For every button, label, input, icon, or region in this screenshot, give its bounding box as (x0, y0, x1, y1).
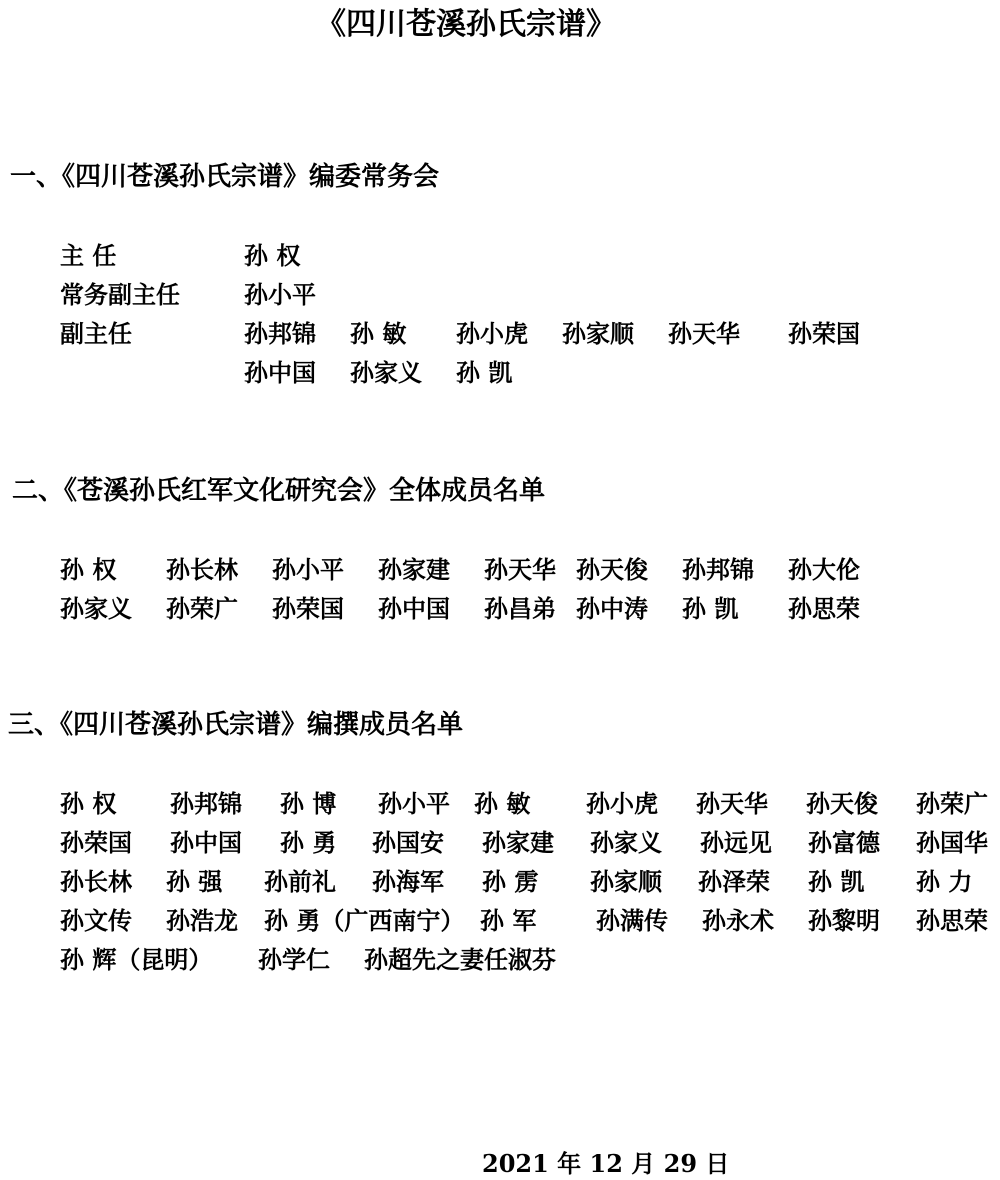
editor-name: 孙家建 (482, 828, 554, 857)
deputy-name: 孙邦锦 (244, 319, 316, 348)
editor-name: 孙小平 (378, 789, 450, 818)
member-name: 孙昌弟 (484, 594, 556, 623)
editor-name: 孙文传 (60, 906, 132, 935)
deputy-name: 孙荣国 (788, 319, 860, 348)
member-name: 孙中涛 (576, 594, 648, 623)
editor-name: 孙国华 (916, 828, 988, 857)
editor-name: 孙天俊 (806, 789, 878, 818)
role-label-executive-deputy: 常务副主任 (60, 280, 180, 309)
editor-name: 孙家义 (590, 828, 662, 857)
editor-name: 孙 强 (166, 867, 223, 896)
editor-name: 孙 权 (60, 789, 117, 818)
editor-name: 孙中国 (170, 828, 242, 857)
deputy-name: 孙家义 (350, 358, 422, 387)
section3-heading: 三、《四川苍溪孙氏宗谱》编撰成员名单 (8, 710, 464, 740)
section2-heading: 二、《苍溪孙氏红军文化研究会》全体成员名单 (12, 476, 546, 506)
editor-name: 孙 辉（昆明） (60, 945, 213, 974)
editor-name: 孙海军 (372, 867, 444, 896)
deputy-name: 孙天华 (668, 319, 740, 348)
editor-name: 孙前礼 (264, 867, 336, 896)
editor-name: 孙富德 (808, 828, 880, 857)
member-name: 孙家建 (378, 555, 450, 584)
editor-name: 孙学仁 (258, 945, 330, 974)
member-name: 孙天俊 (576, 555, 648, 584)
editor-name: 孙 勇 (280, 828, 337, 857)
deputy-name: 孙 凯 (456, 358, 513, 387)
editor-name: 孙泽荣 (698, 867, 770, 896)
editor-name: 孙邦锦 (170, 789, 242, 818)
member-name: 孙家义 (60, 594, 132, 623)
editor-name: 孙 力 (916, 867, 973, 896)
editor-name: 孙 凯 (808, 867, 865, 896)
deputy-name: 孙 敏 (350, 319, 407, 348)
editor-name: 孙 军 (480, 906, 537, 935)
editor-name: 孙 勇（广西南宁） (264, 906, 465, 935)
editor-name: 孙 雳 (482, 867, 539, 896)
editor-name: 孙永术 (702, 906, 774, 935)
director-name: 孙 权 (244, 241, 301, 270)
editor-name: 孙 敏 (474, 789, 531, 818)
editor-name: 孙黎明 (808, 906, 880, 935)
document-title: 《四川苍溪孙氏宗谱》 (316, 7, 616, 42)
section1-heading: 一、《四川苍溪孙氏宗谱》编委常务会 (10, 162, 440, 192)
editor-name: 孙浩龙 (166, 906, 238, 935)
editor-name: 孙天华 (696, 789, 768, 818)
role-label-deputy: 副主任 (60, 319, 132, 348)
editor-name: 孙长林 (60, 867, 132, 896)
member-name: 孙天华 (484, 555, 556, 584)
member-name: 孙小平 (272, 555, 344, 584)
deputy-name: 孙中国 (244, 358, 316, 387)
deputy-name: 孙家顺 (562, 319, 634, 348)
member-name: 孙荣国 (272, 594, 344, 623)
role-label-director: 主 任 (60, 241, 117, 270)
editor-name: 孙超先之妻任淑芬 (364, 945, 556, 974)
editor-name: 孙 博 (280, 789, 337, 818)
document-date: 2021 年 12 月 29 日 (482, 1149, 730, 1178)
member-name: 孙邦锦 (682, 555, 754, 584)
member-name: 孙长林 (166, 555, 238, 584)
member-name: 孙 凯 (682, 594, 739, 623)
member-name: 孙荣广 (166, 594, 238, 623)
editor-name: 孙国安 (372, 828, 444, 857)
editor-name: 孙思荣 (916, 906, 988, 935)
deputy-name: 孙小虎 (456, 319, 528, 348)
member-name: 孙 权 (60, 555, 117, 584)
editor-name: 孙满传 (596, 906, 668, 935)
executive-deputy-name: 孙小平 (244, 280, 316, 309)
editor-name: 孙远见 (700, 828, 772, 857)
editor-name: 孙小虎 (586, 789, 658, 818)
editor-name: 孙荣广 (916, 789, 988, 818)
member-name: 孙大伦 (788, 555, 860, 584)
member-name: 孙中国 (378, 594, 450, 623)
editor-name: 孙家顺 (590, 867, 662, 896)
member-name: 孙思荣 (788, 594, 860, 623)
editor-name: 孙荣国 (60, 828, 132, 857)
